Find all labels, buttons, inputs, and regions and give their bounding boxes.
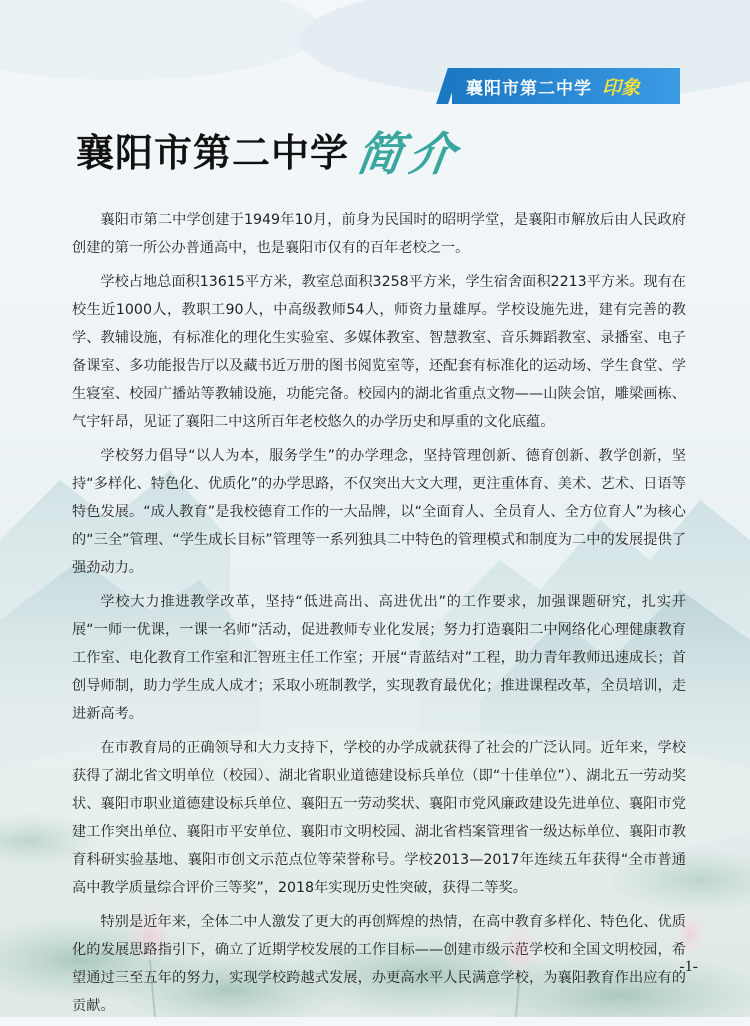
header-title: 襄阳市第二中学	[466, 78, 592, 99]
header-seal: 印象	[602, 76, 641, 99]
page-title: 襄阳市第二中学	[76, 131, 350, 175]
paragraph-2: 学校占地总面积13615平方米，教室总面积3258平方米，学生宿舍面积2213平方米。现有在校生近1000人，教职工90人，中高级教师54人，师资力量雄厚。学校设施先进，建有完善的教学、教辅设施，有标准化的理化生实验室、多媒体教室、智慧教室、音乐舞蹈教室、录播室、电子备课室、多功能报告厅以及藏书近万册的图书阅览室等，还配套有标准化的运动场、学生食堂、学生寝室、校园广播站等教辅设施，功能完备。校园内的湖北省重点文物——山陕会馆，雕梁画栋、气宇轩昂，见证了襄阳二中这所百年老校悠久的办学历史和厚重的文化底蕴。	[72, 274, 686, 430]
paragraph-5: 在市教育局的正确领导和大力支持下，学校的办学成就获得了社会的广泛认同。近年来，学校获得了湖北省文明单位（校园）、湖北省职业道德建设标兵单位（即“十佳单位”）、湖北五一劳动奖状、襄阳市职业道德建设标兵单位、襄阳五一劳动奖状、襄阳市党风廉政建设先进单位、襄阳市党建工作突出单位、襄阳市平安单位、襄阳市文明校园、湖北省档案管理省一级达标单位、襄阳市教育科研实验基地、襄阳市创文示范点位等荣誉称号。学校2013—2017年连续五年获得“全市普通高中教学质量综合评价三等奖”，2018年实现历史性突破，获得二等奖。	[72, 740, 686, 896]
paragraph-4: 学校大力推进教学改革，坚持“低进高出、高进优出”的工作要求，加强课题研究，扎实开展“一师一优课，一课一名师”活动，促进教师专业化发展；努力打造襄阳二中网络化心理健康教育工作室、电化教育工作室和汇智班主任工作室；开展“青蓝结对”工程，助力青年教师迅速成长；首创导师制，助力学生成人成才；采取小班制教学，实现教育最优化；推进课程改革，全员培训，走进新高考。	[72, 594, 686, 722]
page-number: -1-	[679, 958, 698, 975]
paragraph-6: 特别是近年来，全体二中人激发了更大的再创辉煌的热情，在高中教育多样化、特色化、优质化的发展思路指引下，确立了近期学校发展的工作目标——创建市级示范学校和全国文明校园，希望通过三至五年的努力，实现学校跨越式发展，办更高水平人民满意学校，为襄阳教育作出应有的贡献。	[72, 914, 686, 1014]
paragraph-1: 襄阳市第二中学创建于1949年10月，前身为民国时的昭明学堂，是襄阳市解放后由人民政府创建的第一所公办普通高中，也是襄阳市仅有的百年老校之一。	[72, 212, 686, 256]
header-banner	[452, 68, 680, 104]
title-block	[76, 122, 465, 181]
paragraph-3: 学校努力倡导“以人为本，服务学生”的办学理念，坚持管理创新、德育创新、教学创新，坚持“多样化、特色化、优质化”的办学思路，不仅突出大文大理，更注重体育、美术、艺术、日语等特色发展。“成人教育”是我校德育工作的一大品牌，以“全面育人、全员育人、全方位育人”为核心的“三全”管理、“学生成长目标”管理等一系列独具二中特色的管理模式和制度为二中的发展提供了强劲动力。	[72, 448, 686, 576]
title-calligraphy: 简介	[353, 127, 465, 181]
article-body	[72, 206, 686, 1026]
